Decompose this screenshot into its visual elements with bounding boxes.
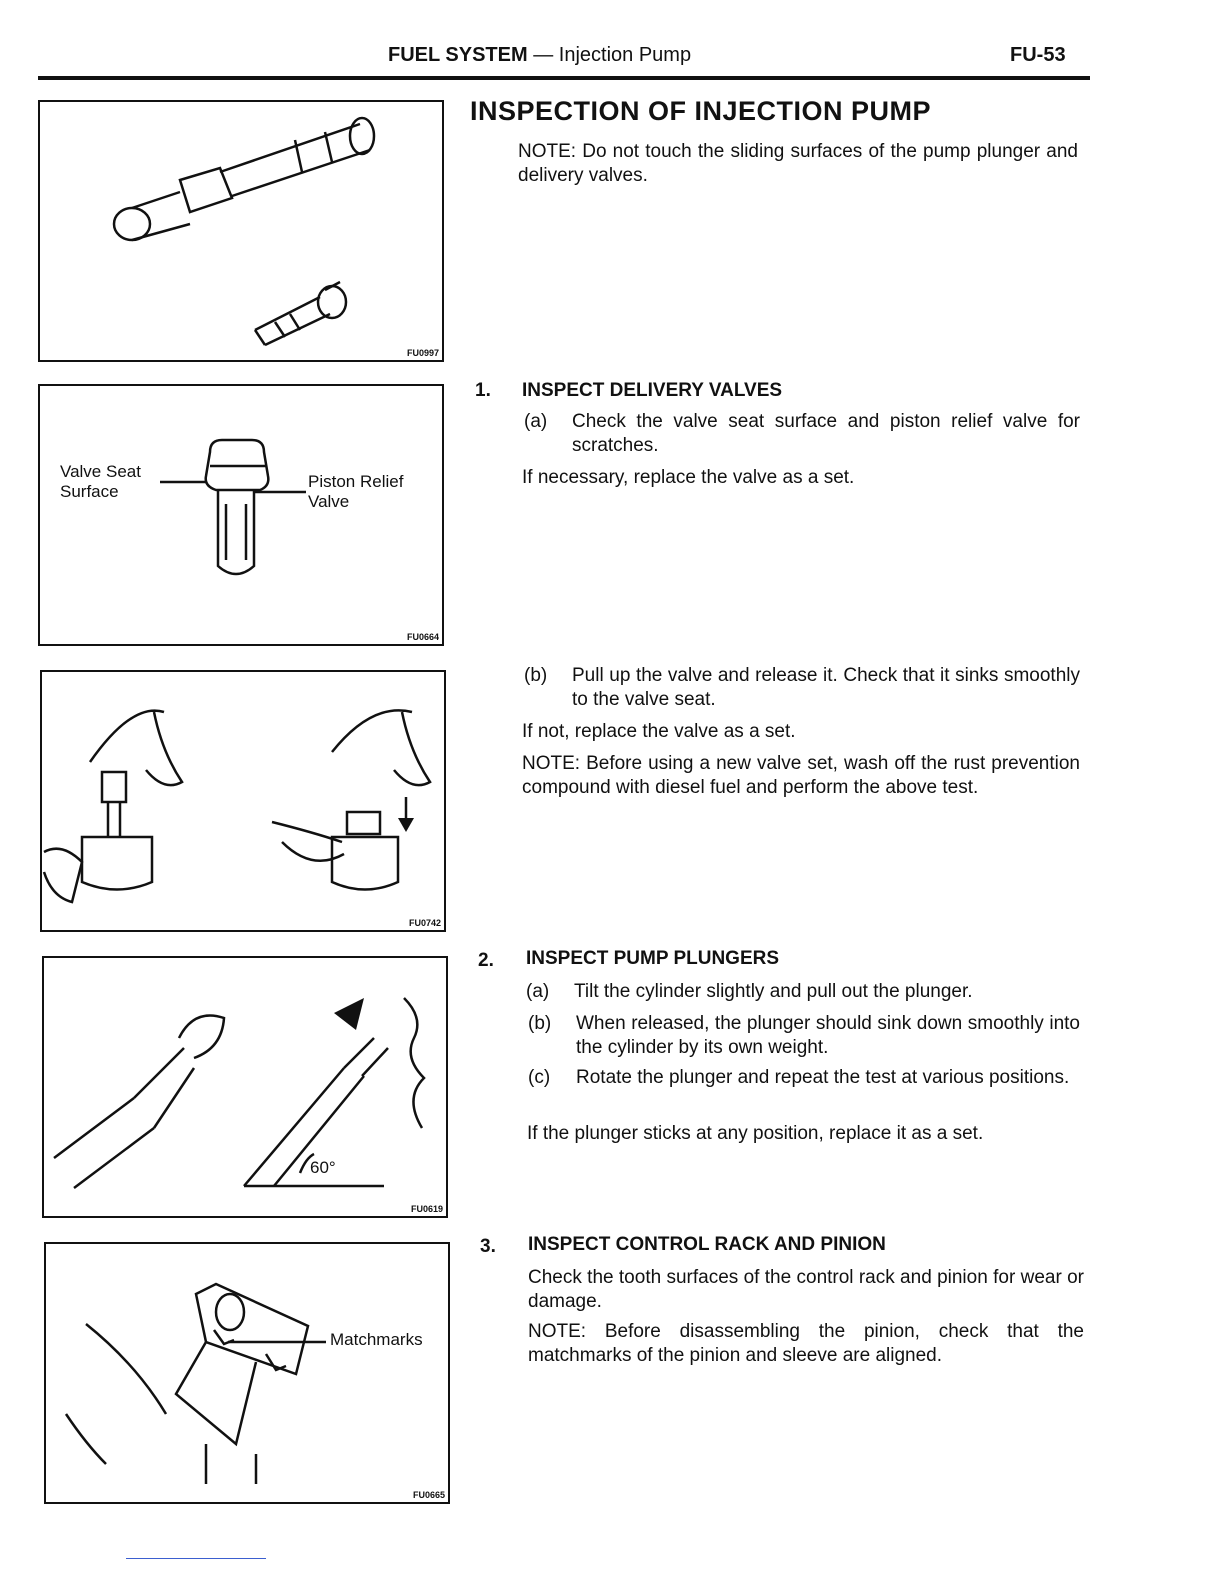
intro-note: NOTE: Do not touch the sliding surfaces of the pump plunger and delivery valves.: [518, 141, 1078, 186]
step-2c: [528, 1066, 1080, 1090]
header-section: FUEL SYSTEM: [388, 44, 528, 66]
step-2c-key: (c): [528, 1067, 551, 1088]
step-1b: [524, 664, 1080, 712]
step-1a-after: If necessary, replace the valve as a set.: [522, 467, 855, 488]
page-title: INSPECTION OF INJECTION PUMP: [470, 96, 932, 126]
figure-rack-pinion: [44, 1242, 450, 1504]
rack-pinion-illustration: [46, 1244, 448, 1502]
step-3-text: Check the tooth surfaces of the control rack and pinion for wear or damage.: [528, 1267, 1084, 1312]
figure-plunger-tilt: [42, 956, 448, 1218]
figure-code: FU0997: [406, 348, 439, 358]
step-1-number: 1.: [475, 380, 491, 401]
figure-delivery-valve: [38, 384, 444, 646]
figure-valve-sink-test: [40, 670, 446, 932]
plunger-valve-illustration: [40, 102, 442, 360]
figure-code: FU0742: [408, 918, 441, 928]
label-valve-seat-line1: Valve Seat: [60, 462, 141, 481]
step-2a-key: (a): [526, 981, 550, 1002]
delivery-valve-illustration: [40, 386, 442, 644]
label-angle: 60°: [310, 1158, 336, 1177]
footer-rule: [126, 1558, 266, 1559]
step-2b-key: (b): [528, 1013, 552, 1034]
header-subsection: Injection Pump: [558, 44, 692, 66]
header-dash: —: [533, 44, 554, 66]
figure-plunger-valve: [38, 100, 444, 362]
step-1a-text: Check the valve seat surface and piston relief valve for scratches.: [572, 411, 1080, 456]
step-1b-after: If not, replace the valve as a set.: [522, 721, 796, 742]
step-2c-text: Rotate the plunger and repeat the test at various positions.: [576, 1067, 1070, 1088]
page-number: FU-53: [1010, 44, 1066, 66]
step-1b-key: (b): [524, 665, 548, 686]
step-1a: [524, 410, 1080, 458]
label-valve-seat-line2: Surface: [60, 482, 119, 501]
label-piston-relief-line1: Piston Relief: [308, 472, 404, 491]
header-rule: [38, 76, 1090, 80]
running-header: [388, 44, 691, 67]
label-piston-relief: [308, 472, 403, 512]
figure-code: FU0664: [406, 632, 439, 642]
plunger-tilt-illustration: [44, 958, 446, 1216]
step-2a: [526, 980, 1080, 1004]
step-2a-text: Tilt the cylinder slightly and pull out the plunger.: [574, 981, 973, 1002]
label-piston-relief-line2: Valve: [308, 492, 350, 511]
figure-code: FU0665: [412, 1490, 445, 1500]
step-1-heading: INSPECT DELIVERY VALVES: [522, 380, 783, 401]
step-3-heading: INSPECT CONTROL RACK AND PINION: [528, 1234, 886, 1255]
step-2-after: If the plunger sticks at any position, replace it as a set.: [527, 1123, 984, 1144]
step-2-number: 2.: [478, 950, 494, 971]
step-1a-key: (a): [524, 411, 548, 432]
step-2-heading: INSPECT PUMP PLUNGERS: [526, 948, 780, 969]
step-1b-text: Pull up the valve and release it. Check that it sinks smoothly to the valve seat.: [572, 665, 1080, 710]
label-valve-seat: [60, 462, 141, 502]
step-1b-note: NOTE: Before using a new valve set, wash off the rust prevention compound with diesel fuel and perform the above test.: [522, 753, 1080, 798]
figure-code: FU0619: [410, 1204, 443, 1214]
step-3-note: NOTE: Before disassembling the pinion, check that the matchmarks of the pinion and sleeve are aligned.: [528, 1321, 1084, 1366]
step-2b: [528, 1012, 1080, 1060]
valve-sink-illustration: [42, 672, 444, 930]
step-2b-text: When released, the plunger should sink down smoothly into the cylinder by its own weight.: [576, 1013, 1080, 1058]
label-matchmarks: Matchmarks: [330, 1330, 423, 1349]
step-3-number: 3.: [480, 1236, 496, 1257]
